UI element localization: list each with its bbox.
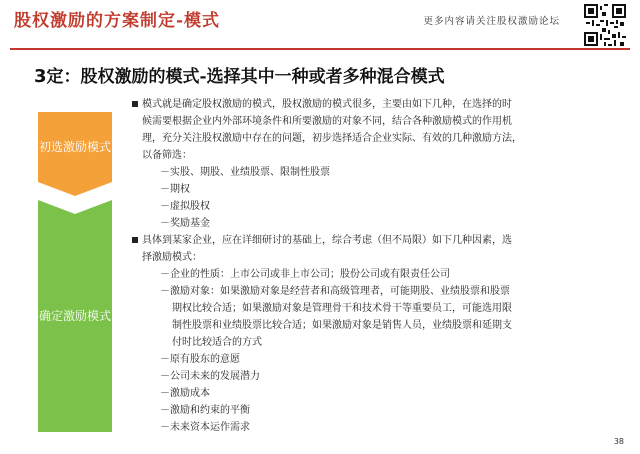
section-heading <box>34 62 445 87</box>
header-title: 股权激励的方案制定-模式 <box>14 11 221 31</box>
section-number: 3 <box>34 66 47 87</box>
header-rule <box>10 48 630 50</box>
flow-step-confirm-mode: 确定激励模式 <box>38 200 112 432</box>
list-item: －企业的性质：上市公司或非上市公司；股份公司或有限责任公司 <box>160 269 450 280</box>
text-line: 以备筛选： <box>142 150 192 161</box>
header-promo: 更多内容请关注股权激励论坛 <box>423 16 560 27</box>
text-line: 择激励模式： <box>142 252 202 263</box>
list-item: －期权 <box>160 184 190 195</box>
qr-code-icon <box>584 4 626 46</box>
bullet-paragraph-1 <box>130 96 610 164</box>
list-item: －激励成本 <box>160 388 210 399</box>
flow-arrow-down-icon <box>38 182 112 196</box>
content-body <box>130 96 610 436</box>
text-line: 候需要根据企业内外部环境条件和所要激励的对象不同，结合各种激励模式的作用机 <box>142 116 512 127</box>
page-number: 38 <box>613 437 624 446</box>
list-item: －实股、期股、业绩股票、限制性股票 <box>160 167 330 178</box>
list-item-continuation: 制性股票和业绩股票比较合适；如果激励对象是销售人员，业绩股票和延期支 <box>172 320 512 331</box>
list-item: －公司未来的发展潜力 <box>160 371 260 382</box>
list-item: －原有股东的意愿 <box>160 354 240 365</box>
list-item: －激励对象：如果激励对象是经营者和高级管理者，可能期股、业绩股票和股票 <box>160 286 510 297</box>
section-heading-text: 定：股权激励的模式-选择其中一种或者多种混合模式 <box>46 67 445 87</box>
list-item: －激励和约束的平衡 <box>160 405 250 416</box>
list-item: －奖励基金 <box>160 218 210 229</box>
bullet-paragraph-2 <box>130 232 610 266</box>
list-item-continuation: 期权比较合适；如果激励对象是管理骨干和技术骨干等重要员工，可能选用限 <box>172 303 512 314</box>
flow-notch <box>38 200 112 214</box>
flow-step-initial-selection: 初选激励模式 <box>38 112 112 182</box>
list-item-continuation: 付时比较适合的方式 <box>172 337 262 348</box>
list-item: －未来资本运作需求 <box>160 422 250 433</box>
list-item: －虚拟股权 <box>160 201 210 212</box>
text-line: 模式就是确定股权激励的模式，股权激励的模式很多，主要由如下几种，在选择的时 <box>142 99 512 110</box>
text-line: 理，充分关注股权激励中存在的问题，初步选择适合企业实际、有效的几种激励方法， <box>142 133 522 144</box>
text-line: 具体到某家企业，应在详细研讨的基础上，综合考虑（但不局限）如下几种因素，选 <box>142 235 512 246</box>
